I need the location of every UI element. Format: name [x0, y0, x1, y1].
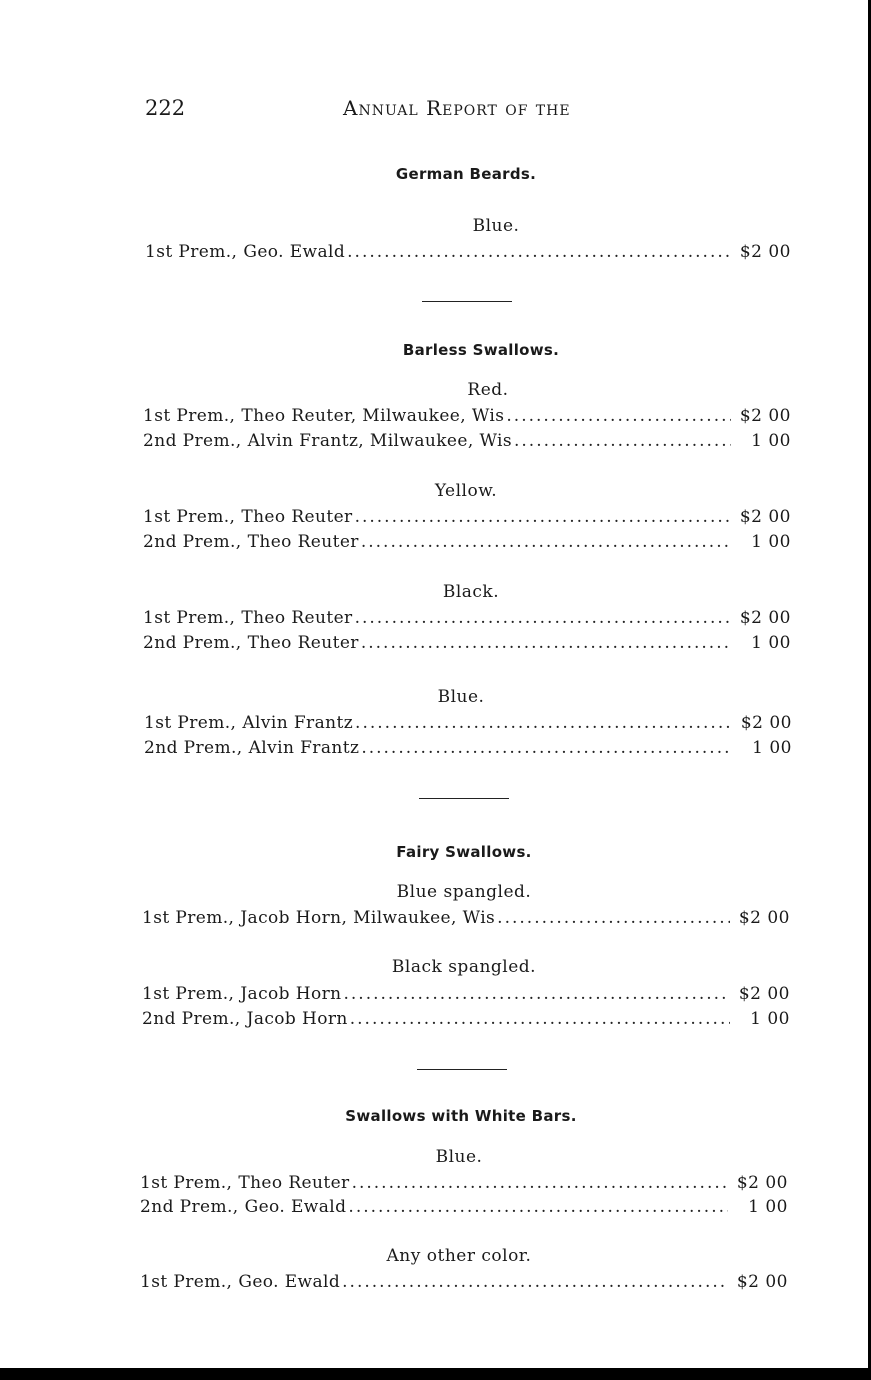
- dot-leader: [343, 984, 730, 1004]
- section-title-fairy-swallows: Fairy Swallows.: [396, 843, 532, 861]
- premium-entry: [143, 633, 791, 655]
- premium-entry: [145, 242, 791, 264]
- premium-entry: [142, 984, 790, 1006]
- dot-leader: [361, 532, 731, 552]
- prize-rank: 2nd Prem.,: [140, 1197, 239, 1217]
- premium-entry: [140, 1173, 788, 1195]
- prize-rank: 1st Prem.,: [144, 713, 237, 733]
- winner-name: Theo Reuter: [241, 608, 353, 628]
- prize-rank: 2nd Prem.,: [142, 1009, 241, 1029]
- prize-amount: $2 00: [738, 984, 790, 1004]
- prize-amount: 1 00: [748, 1197, 788, 1217]
- premium-entry: [143, 431, 791, 453]
- winner-name: Geo. Ewald: [238, 1272, 341, 1292]
- prize-amount: $2 00: [739, 507, 791, 527]
- color-heading: Blue.: [437, 687, 485, 707]
- prize-amount: $2 00: [740, 713, 792, 733]
- winner-name: Theo Reuter, Milwaukee, Wis: [241, 406, 505, 426]
- page-number: 222: [145, 96, 186, 120]
- winner-name: Theo Reuter: [247, 532, 359, 552]
- winner-name: Jacob Horn: [240, 984, 342, 1004]
- prize-amount: $2 00: [739, 242, 791, 262]
- prize-amount: $2 00: [736, 1272, 788, 1292]
- winner-name: Alvin Frantz: [248, 738, 360, 758]
- prize-rank: 1st Prem.,: [140, 1173, 233, 1193]
- premium-entry: [143, 532, 791, 554]
- winner-name: Jacob Horn: [246, 1009, 348, 1029]
- prize-amount: $2 00: [739, 608, 791, 628]
- winner-name: Theo Reuter: [238, 1173, 350, 1193]
- prize-rank: 1st Prem.,: [143, 406, 236, 426]
- dot-leader: [348, 1197, 728, 1217]
- section-divider: [419, 798, 509, 799]
- dot-leader: [506, 406, 731, 426]
- premium-entry: [140, 1272, 788, 1294]
- page-edge-bottom: [0, 1368, 871, 1380]
- prize-rank: 2nd Prem.,: [143, 431, 242, 451]
- prize-rank: 1st Prem.,: [142, 908, 235, 928]
- prize-amount: 1 00: [752, 738, 792, 758]
- section-title-german-beards: German Beards.: [395, 165, 537, 183]
- prize-rank: 2nd Prem.,: [143, 532, 242, 552]
- dot-leader: [361, 738, 732, 758]
- prize-rank: 2nd Prem.,: [144, 738, 243, 758]
- dot-leader: [355, 713, 732, 733]
- prize-rank: 1st Prem.,: [140, 1272, 233, 1292]
- prize-amount: $2 00: [738, 908, 790, 928]
- prize-amount: 1 00: [751, 431, 791, 451]
- premium-entry: [143, 507, 791, 529]
- color-heading: Blue spangled.: [396, 882, 532, 902]
- winner-name: Theo Reuter: [241, 507, 353, 527]
- dot-leader: [361, 633, 731, 653]
- prize-amount: $2 00: [739, 406, 791, 426]
- color-heading: Black spangled.: [391, 957, 537, 977]
- winner-name: Geo. Ewald: [244, 1197, 347, 1217]
- section-title-barless-swallows: Barless Swallows.: [402, 341, 560, 359]
- section-divider: [417, 1069, 507, 1070]
- color-heading: Blue.: [472, 216, 520, 236]
- prize-rank: 1st Prem.,: [143, 608, 236, 628]
- color-heading: Blue.: [435, 1147, 483, 1167]
- premium-entry: [144, 738, 792, 760]
- prize-rank: 2nd Prem.,: [143, 633, 242, 653]
- dot-leader: [497, 908, 730, 928]
- prize-rank: 1st Prem.,: [143, 507, 236, 527]
- dot-leader: [514, 431, 731, 451]
- winner-name: Theo Reuter: [247, 633, 359, 653]
- section-divider: [422, 301, 512, 302]
- prize-rank: 1st Prem.,: [145, 242, 238, 262]
- prize-amount: 1 00: [751, 633, 791, 653]
- running-head: [145, 96, 795, 124]
- prize-amount: $2 00: [736, 1173, 788, 1193]
- premium-entry: [142, 908, 790, 930]
- prize-amount: 1 00: [751, 532, 791, 552]
- winner-name: Jacob Horn, Milwaukee, Wis: [240, 908, 496, 928]
- dot-leader: [352, 1173, 728, 1193]
- winner-name: Alvin Frantz, Milwaukee, Wis: [247, 431, 512, 451]
- color-heading: Any other color.: [386, 1246, 532, 1266]
- dot-leader: [355, 608, 731, 628]
- premium-entry: [143, 406, 791, 428]
- dot-leader: [347, 242, 731, 262]
- premium-entry: [142, 1009, 790, 1031]
- color-heading: Black.: [442, 582, 500, 602]
- winner-name: Geo. Ewald: [243, 242, 346, 262]
- page-header-title: Annual Report of the: [343, 96, 571, 120]
- dot-leader: [355, 507, 731, 527]
- premium-entry: [144, 713, 792, 735]
- color-heading: Red.: [467, 380, 509, 400]
- prize-rank: 1st Prem.,: [142, 984, 235, 1004]
- prize-amount: 1 00: [750, 1009, 790, 1029]
- premium-entry: [143, 608, 791, 630]
- color-heading: Yellow.: [434, 481, 498, 501]
- winner-name: Alvin Frantz: [242, 713, 354, 733]
- dot-leader: [342, 1272, 728, 1292]
- dot-leader: [350, 1009, 730, 1029]
- premium-entry: [140, 1197, 788, 1219]
- section-title-swallows-white-bars: Swallows with White Bars.: [345, 1107, 577, 1125]
